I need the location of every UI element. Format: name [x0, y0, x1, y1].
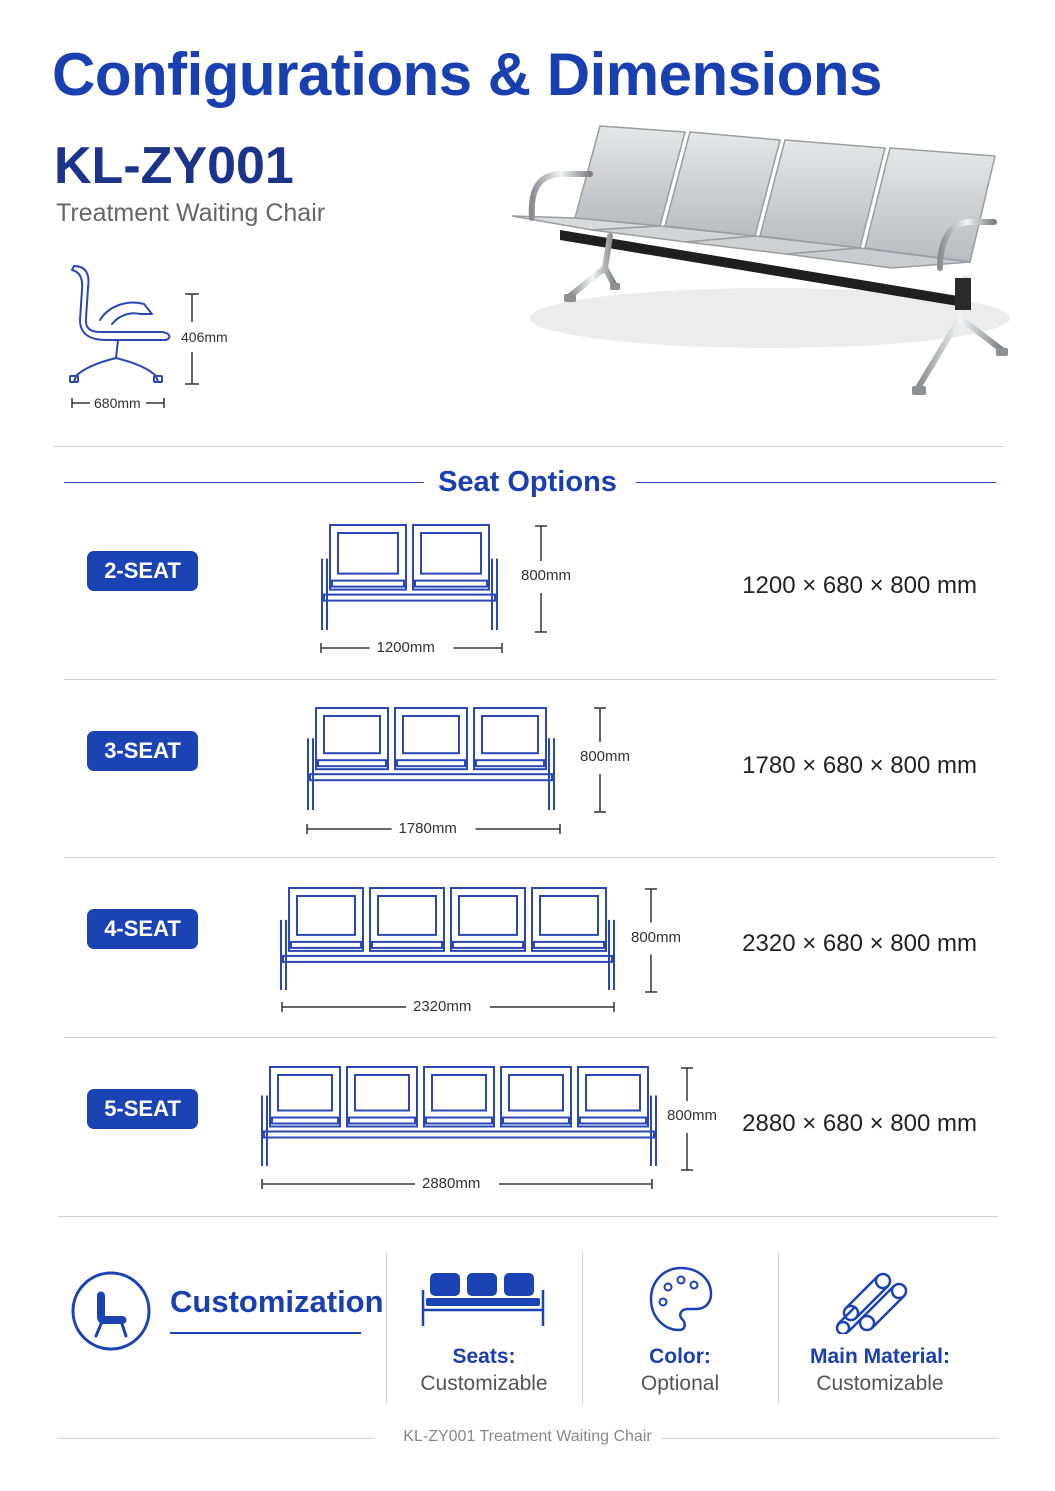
height-label: 800mm [631, 928, 682, 946]
width-label: 1780mm [398, 820, 457, 837]
bench-drawing-3-seat [304, 707, 558, 812]
product-bench-image [500, 118, 1020, 408]
seat-cushion [332, 581, 404, 587]
seat-back-inner [278, 1075, 332, 1111]
seat-cushion [534, 942, 604, 948]
bench-rail [310, 774, 552, 780]
width-label: 2880mm [422, 1175, 481, 1192]
row-divider [64, 857, 996, 858]
seat-back-inner [297, 896, 355, 935]
seat-cushion [397, 760, 465, 766]
bench-drawing-4-seat [277, 887, 618, 992]
bench-drawing-2-seat [318, 524, 501, 632]
height-label: 800mm [580, 748, 631, 765]
seat-cushion [372, 942, 442, 948]
feature-color-value: Optional [640, 1372, 720, 1395]
seat-cushion [349, 1118, 415, 1124]
feature-seats-label: Seats: [452, 1345, 516, 1368]
seat-cushion [426, 1118, 492, 1124]
dimension-spec: 1780 × 680 × 800 mm [742, 752, 977, 779]
seat-back-inner [509, 1075, 563, 1111]
seat-back-inner [459, 896, 517, 935]
material-pipes-icon [834, 1262, 916, 1334]
seat-back-inner [432, 1075, 486, 1111]
bench-rail [264, 1132, 654, 1138]
seat-back-inner [482, 716, 538, 753]
options-bottom-divider [58, 1216, 998, 1217]
section-title: Seat Options [438, 466, 617, 498]
height-label: 800mm [521, 567, 572, 584]
palette-icon [648, 1265, 714, 1333]
row-divider [64, 679, 996, 680]
feature-seats-value: Customizable [420, 1372, 548, 1395]
feature-color-label: Color: [649, 1345, 711, 1368]
seat-cushion [453, 942, 523, 948]
bench-rail [324, 595, 495, 601]
height-label: 800mm [667, 1107, 718, 1124]
seat-cushion [503, 1118, 569, 1124]
seat-badge-2: 2-SEAT [87, 551, 198, 591]
seat-back-inner [403, 716, 459, 753]
customization-underline [170, 1332, 361, 1334]
dimension-spec: 2880 × 680 × 800 mm [742, 1110, 977, 1137]
header-divider [54, 446, 1004, 447]
seats-icon [420, 1270, 546, 1328]
chair-icon [70, 1268, 152, 1354]
seat-back-inner [324, 716, 380, 753]
seat-badge-3: 3-SEAT [87, 731, 198, 771]
width-label: 2320mm [413, 998, 472, 1015]
seat-cushion [318, 760, 386, 766]
side-view-chair-drawing [60, 258, 190, 398]
model-number: KL-ZY001 [54, 137, 294, 195]
bench-drawing-5-seat [258, 1066, 660, 1168]
seat-back-inner [338, 533, 398, 574]
bench-rail [283, 956, 612, 962]
seat-back-inner [586, 1075, 640, 1111]
row-divider [64, 1037, 996, 1038]
dimension-spec: 2320 × 680 × 800 mm [742, 930, 977, 957]
customization-title: Customization [170, 1284, 384, 1319]
footer-rule-right [662, 1438, 998, 1439]
seat-badge-5: 5-SEAT [87, 1089, 198, 1129]
footer-caption: KL-ZY001 Treatment Waiting Chair [403, 1428, 652, 1445]
side-height-label: 406mm [181, 329, 228, 345]
seat-cushion [476, 760, 544, 766]
dimension-spec: 1200 × 680 × 800 mm [742, 572, 977, 599]
seat-cushion [291, 942, 361, 948]
seat-back-inner [540, 896, 598, 935]
product-subtitle: Treatment Waiting Chair [56, 199, 326, 227]
seat-cushion [415, 581, 487, 587]
seat-back-inner [378, 896, 436, 935]
feature-material-label: Main Material: [809, 1345, 951, 1368]
seat-badge-4: 4-SEAT [87, 909, 198, 949]
side-depth-label: 680mm [94, 395, 141, 411]
feature-material-value: Customizable [816, 1372, 944, 1395]
seat-back-inner [421, 533, 481, 574]
section-rule-right [636, 482, 996, 483]
seat-cushion [580, 1118, 646, 1124]
seat-back-inner [355, 1075, 409, 1111]
seat-cushion [272, 1118, 338, 1124]
page-title: Configurations & Dimensions [52, 41, 882, 108]
width-label: 1200mm [376, 639, 435, 656]
